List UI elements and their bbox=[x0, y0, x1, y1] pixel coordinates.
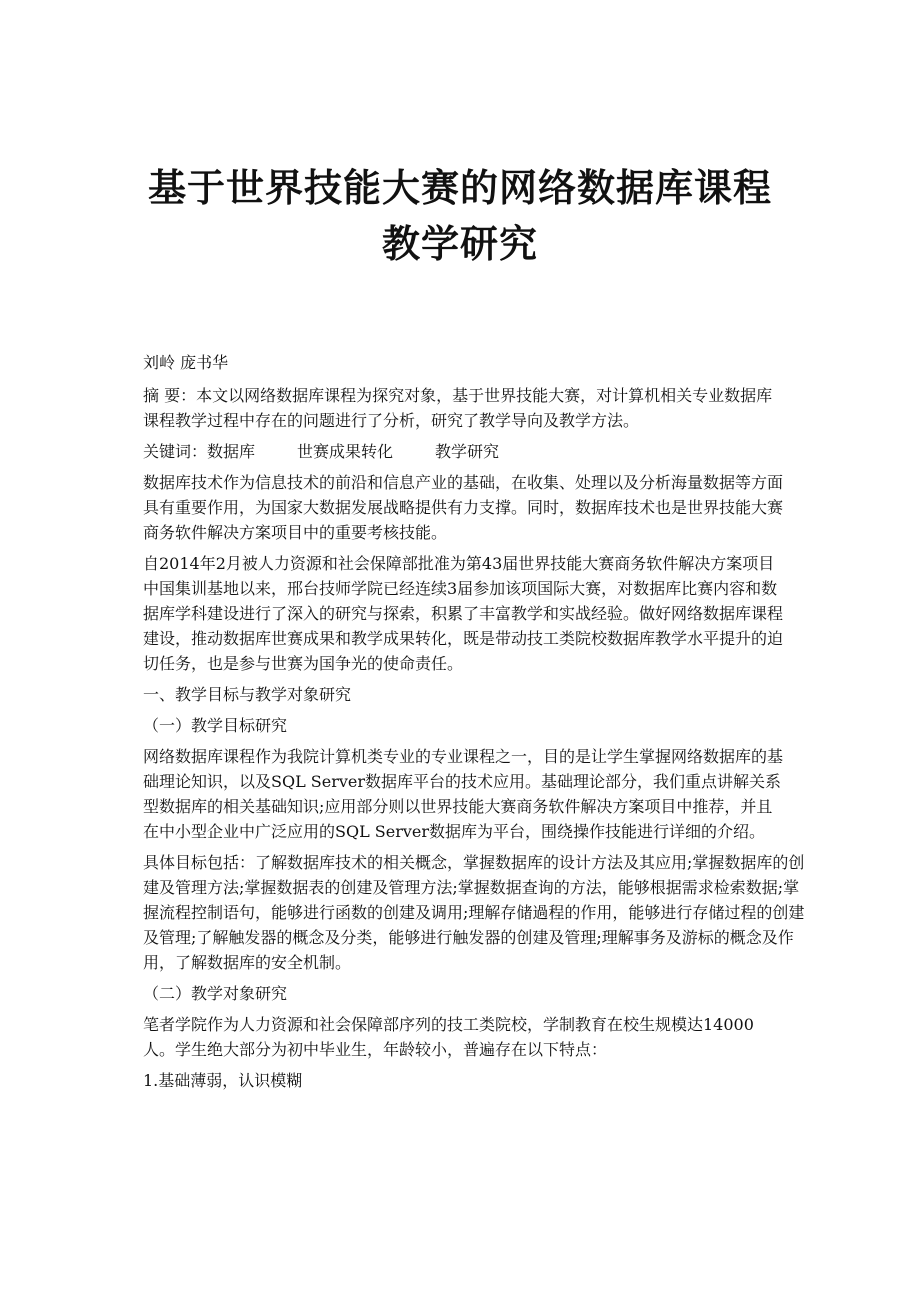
subsection-heading: （二）教学对象研究 bbox=[143, 984, 288, 1003]
paragraph: 网络数据库课程作为我院计算机类专业的专业课程之一，目的是让学生掌握网络数据库的基础理论知识，以及SQL Server数据库平台的技术应用。基础理论部分，我们重点讲解关系型数据库的相关基础知识;应用部分则以世界技能大赛商务软件解决方案项目中推荐，并且在中小型企业中广泛应用的SQL Server数据库为平台，围绕操作技能进行详细的介绍。 bbox=[143, 747, 784, 841]
keyword-item: 教学研究 bbox=[435, 442, 500, 461]
paragraph: 具体目标包括：了解数据库技术的相关概念，掌握数据库的设计方法及其应用;掌握数据库的创建及管理方法;掌握数据表的创建及管理方法;掌握数据查询的方法，能够根据需求检索数据;掌握流程控制语句，能够进行函数的创建及调用;理解存储過程的作用，能够进行存储过程的创建及管理;了解触发器的概念及分类，能够进行触发器的创建及管理;理解事务及游标的概念及作用，了解数据库的安全机制。 bbox=[143, 853, 805, 972]
keyword-item: 世赛成果转化 bbox=[297, 442, 394, 461]
abstract: 摘 要：本文以网络数据库课程为探究对象，基于世界技能大赛，对计算机相关专业数据库课程教学过程中存在的问题进行了分析，研究了教学导向及教学方法。 bbox=[143, 386, 773, 430]
paragraph: 笔者学院作为人力资源和社会保障部序列的技工类院校，学制教育在校生规模达14000人。学生绝大部分为初中毕业生，年龄较小，普遍存在以下特点： bbox=[143, 1015, 754, 1059]
paper-body bbox=[143, 350, 805, 1099]
subsection-heading: （一）教学目标研究 bbox=[143, 716, 288, 735]
keywords-line bbox=[143, 439, 783, 464]
list-item-heading: 1.基础薄弱，认识模糊 bbox=[143, 1071, 303, 1090]
paper-title: 基于世界技能大赛的网络数据库课程教学研究 bbox=[147, 165, 772, 266]
authors: 刘岭 庞书华 bbox=[143, 353, 229, 372]
section-heading: 一、教学目标与教学对象研究 bbox=[143, 685, 352, 704]
keyword-item: 数据库 bbox=[207, 442, 256, 461]
paragraph: 自2014年2月被人力资源和社会保障部批准为第43届世界技能大赛商务软件解决方案项目中国集训基地以来，邢台技师学院已经连续3届参加该项国际大赛，对数据库比赛内容和数据库学科建设进行了深入的研究与探索，积累了丰富教学和实战经验。做好网络数据库课程建设，推动数据库世赛成果和教学成果转化，既是带动技工类院校数据库教学水平提升的迫切任务，也是参与世赛为国争光的使命责任。 bbox=[143, 554, 784, 673]
keywords-label: 关键词： bbox=[143, 442, 208, 461]
paragraph: 数据库技术作为信息技术的前沿和信息产业的基础，在收集、处理以及分析海量数据等方面具有重要作用，为国家大数据发展战略提供有力支撑。同时，数据库技术也是世界技能大赛商务软件解决方案项目中的重要考核技能。 bbox=[143, 473, 784, 542]
